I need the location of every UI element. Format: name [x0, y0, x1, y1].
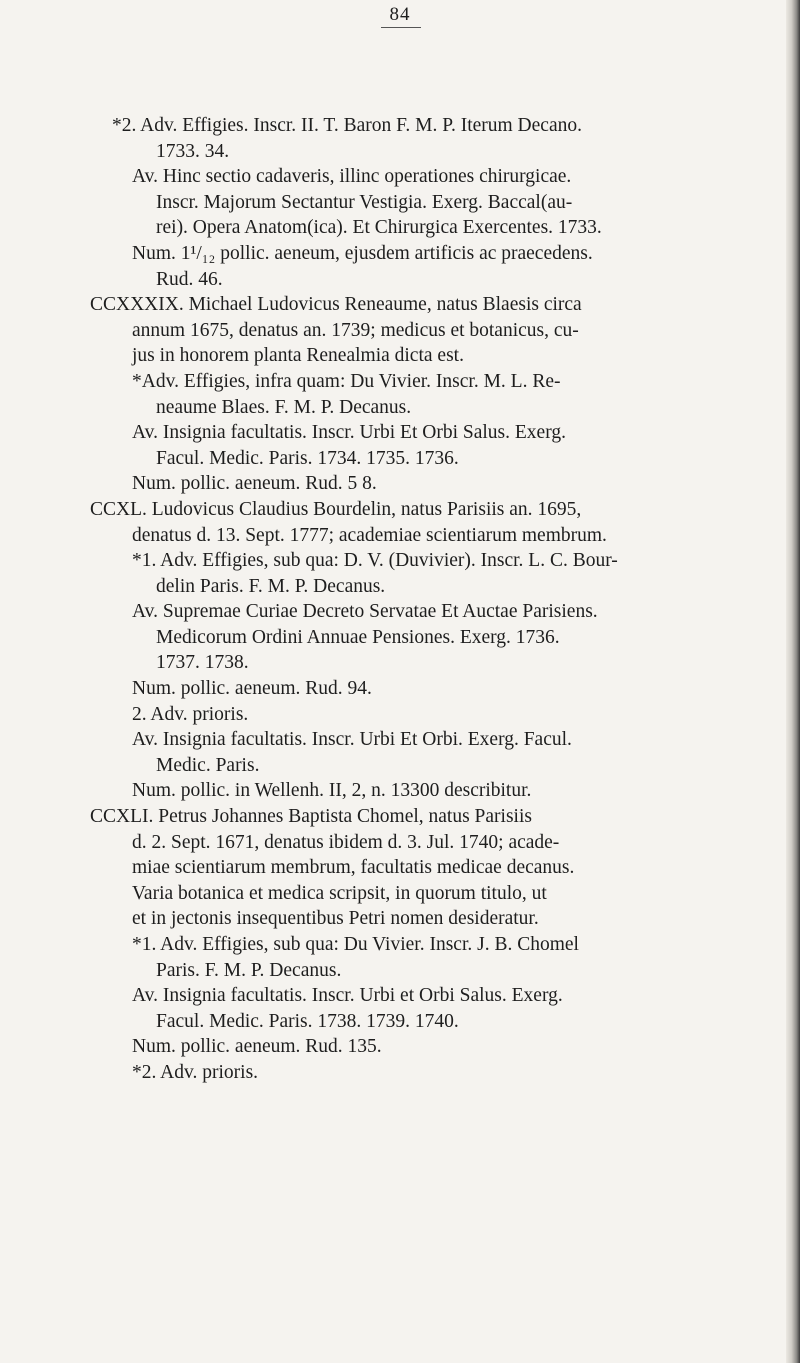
text-line: delin Paris. F. M. P. Decanus.: [156, 575, 386, 597]
text-line: *Adv. Effigies, infra quam: Du Vivier. Inscr. M. L. Re-: [132, 370, 561, 392]
text-line: 2. Adv. prioris.: [132, 703, 249, 725]
text-line: rei). Opera Anatom(ica). Et Chirurgica Exercentes. 1733.: [156, 217, 602, 239]
text-line: jus in honorem planta Renealmia dicta est.: [132, 345, 464, 367]
text-line: Num. pollic. in Wellenh. II, 2, n. 13300 describitur.: [132, 780, 532, 802]
text-line: CCXXXIX. Michael Ludovicus Reneaume, natus Blaesis circa: [90, 294, 582, 316]
text-line: neaume Blaes. F. M. P. Decanus.: [156, 396, 412, 418]
text-line: Paris. F. M. P. Decanus.: [156, 959, 342, 981]
text-line: Rud. 46.: [156, 268, 223, 290]
text-line: Inscr. Majorum Sectantur Vestigia. Exerg. Baccal(au-: [156, 191, 573, 213]
page-number: 84: [389, 4, 411, 25]
text-line: Varia botanica et medica scripsit, in quorum titulo, ut: [132, 882, 547, 904]
text-line: Num. pollic. aeneum. Rud. 94.: [132, 678, 372, 700]
text-line: Av. Insignia facultatis. Inscr. Urbi et Orbi Salus. Exerg.: [132, 985, 563, 1007]
text-line: annum 1675, denatus an. 1739; medicus et botanicus, cu-: [132, 319, 579, 341]
text-line: CCXL. Ludovicus Claudius Bourdelin, natus Parisiis an. 1695,: [90, 498, 582, 520]
text-line: *1. Adv. Effigies, sub qua: D. V. (Duvivier). Inscr. L. C. Bour-: [132, 550, 618, 572]
page-edge-shadow: [786, 0, 800, 1363]
header-rule: [381, 27, 421, 28]
text-line: Av. Insignia facultatis. Inscr. Urbi Et Orbi. Exerg. Facul.: [132, 729, 572, 751]
catalogue-text: [90, 113, 782, 1086]
text-line: *2. Adv. Effigies. Inscr. II. T. Baron F. M. P. Iterum Decano.: [112, 115, 582, 136]
text-line: Av. Hinc sectio cadaveris, illinc operationes chirurgicae.: [132, 166, 572, 188]
text-line: Facul. Medic. Paris. 1738. 1739. 1740.: [156, 1010, 459, 1032]
text-line: Num. pollic. aeneum. Rud. 5 8.: [132, 473, 377, 495]
text-line: Num. 1¹/₁₂ pollic. aeneum, ejusdem artificis ac praecedens.: [132, 242, 593, 264]
text-line: denatus d. 13. Sept. 1777; academiae scientiarum membrum.: [132, 524, 607, 546]
text-line: Medicorum Ordini Annuae Pensiones. Exerg. 1736.: [156, 626, 560, 648]
text-line: *2. Adv. prioris.: [132, 1061, 259, 1083]
text-line: 1737. 1738.: [156, 652, 249, 674]
text-line: miae scientiarum membrum, facultatis medicae decanus.: [132, 857, 575, 879]
text-line: CCXLI. Petrus Johannes Baptista Chomel, natus Parisiis: [90, 806, 532, 828]
text-line: Av. Insignia facultatis. Inscr. Urbi Et Orbi Salus. Exerg.: [132, 422, 566, 444]
text-line: *1. Adv. Effigies, sub qua: Du Vivier. Inscr. J. B. Chomel: [132, 934, 579, 955]
text-line: d. 2. Sept. 1671, denatus ibidem d. 3. Jul. 1740; acade-: [132, 831, 560, 853]
text-line: Facul. Medic. Paris. 1734. 1735. 1736.: [156, 447, 459, 469]
text-line: Medic. Paris.: [156, 754, 260, 776]
text-line: et in jectonis insequentibus Petri nomen desideratur.: [132, 908, 539, 930]
text-line: Num. pollic. aeneum. Rud. 135.: [132, 1036, 382, 1058]
text-line: Av. Supremae Curiae Decreto Servatae Et Auctae Parisiens.: [132, 601, 598, 623]
text-line: 1733. 34.: [156, 140, 230, 162]
